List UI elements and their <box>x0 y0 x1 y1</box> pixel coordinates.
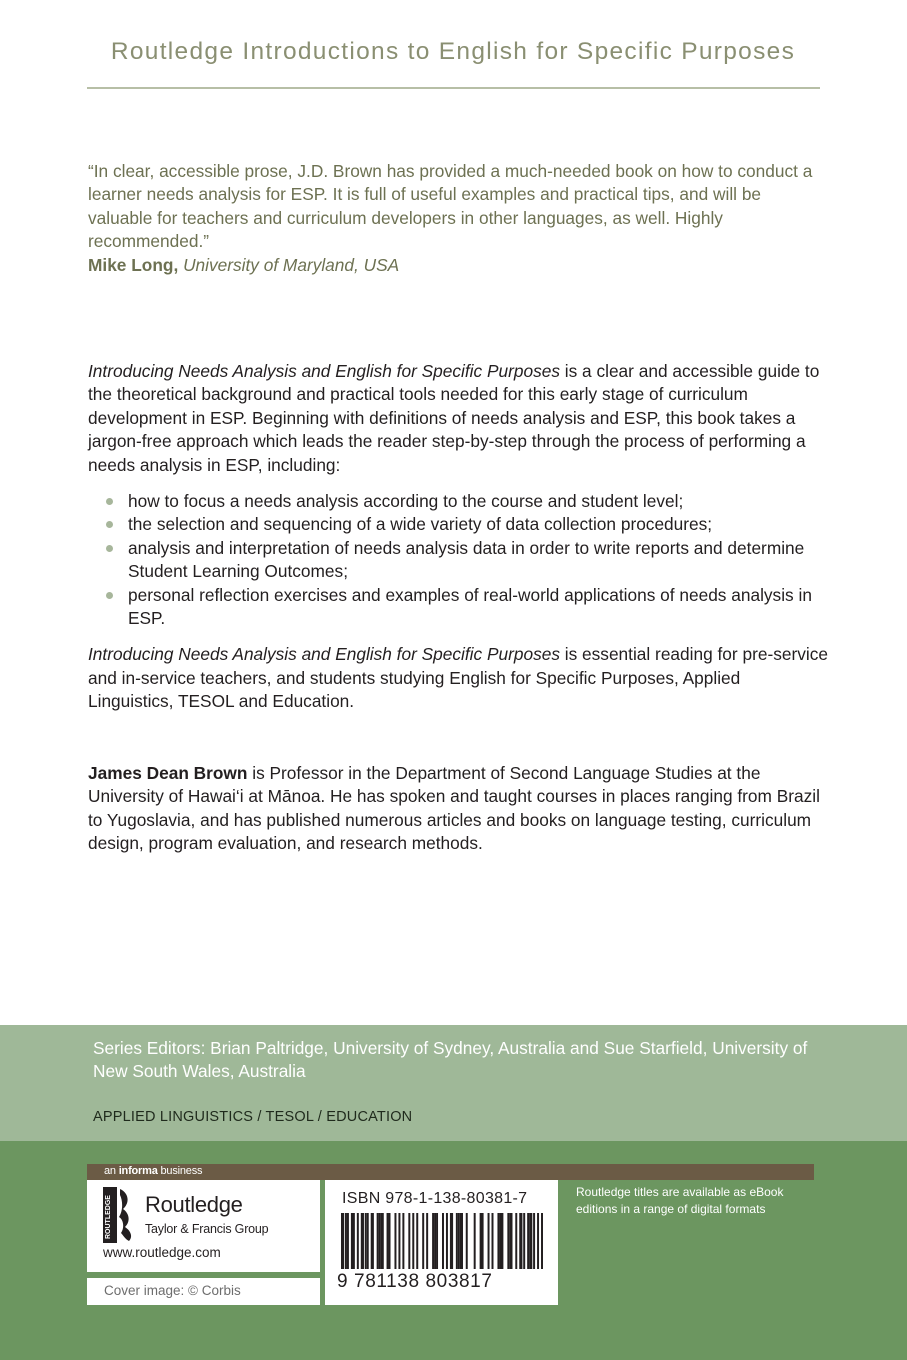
subject-categories: APPLIED LINGUISTICS / TESOL / EDUCATION <box>93 1109 413 1125</box>
barcode-bar <box>488 1213 490 1269</box>
publisher-url: www.routledge.com <box>103 1245 221 1260</box>
description-intro <box>88 360 828 477</box>
bullet-dot <box>106 521 113 528</box>
book-title-italic: Introducing Needs Analysis and English for Specific Purposes <box>88 644 560 665</box>
bullet-dot <box>106 592 113 599</box>
barcode-bar <box>408 1213 410 1269</box>
barcode-bar <box>507 1213 509 1269</box>
barcode-bar <box>434 1213 436 1269</box>
informa-label <box>104 1165 202 1177</box>
list-item-text: how to focus a needs analysis according to the course and student level; <box>128 491 684 512</box>
barcode-bar <box>381 1213 384 1269</box>
quote-affiliation: University of Maryland, USA <box>183 254 400 275</box>
bullet-dot <box>106 545 113 552</box>
barcode-bar <box>537 1213 539 1269</box>
informa-suffix: business <box>157 1165 203 1177</box>
list-item-text: analysis and interpretation of needs analysis data in order to write reports and determine Student Learning Outcomes; <box>128 537 805 582</box>
barcode-bar <box>426 1213 428 1269</box>
barcode-bar <box>541 1213 543 1269</box>
barcode-bar <box>365 1213 367 1269</box>
barcode-bar <box>394 1213 396 1269</box>
series-editors: Series Editors: Brian Paltridge, University of Sydney, Australia and Sue Starfield, University of New South Wales, Australia <box>93 1038 808 1082</box>
ebook-note: Routledge titles are available as eBook editions in a range of digital formats <box>576 1185 784 1216</box>
quote-attribution <box>88 254 823 277</box>
feature-list <box>88 490 828 630</box>
barcode-bar <box>482 1213 484 1269</box>
barcode-bar <box>529 1213 532 1269</box>
description-closing <box>88 643 828 713</box>
intro-text: is a clear and accessible guide to the theoretical background and practical tools needed for this early stage of curriculum development in ESP. Beginning with definitions of needs analysis and ESP, this book takes a jargon-free approach which leads the reader step-by-step through the process of performing a needs analysis in ESP, including: <box>88 361 820 475</box>
barcode-bar <box>519 1213 522 1269</box>
cover-credit: Cover image: © Corbis <box>104 1283 241 1298</box>
informa-bold: informa <box>118 1165 158 1177</box>
logo-spine-text: ROUTLEDGE <box>105 1195 112 1239</box>
list-item <box>88 584 828 631</box>
barcode-bar <box>389 1213 391 1269</box>
barcode-bar <box>412 1213 414 1269</box>
endorsement-quote <box>88 160 823 277</box>
barcode-bar <box>398 1213 400 1269</box>
barcode-bar <box>515 1213 517 1269</box>
barcode-bar <box>527 1213 529 1269</box>
list-item <box>88 513 828 536</box>
barcode-bar <box>466 1213 468 1269</box>
barcode-bar <box>367 1213 369 1269</box>
barcode-bar <box>379 1213 381 1269</box>
barcode-bar <box>353 1213 355 1269</box>
list-item-text: personal reflection exercises and examples of real-world applications of needs analysis in ESP. <box>128 584 812 629</box>
barcode-bar <box>492 1213 494 1269</box>
barcode-bar <box>456 1213 458 1269</box>
book-title-italic: Introducing Needs Analysis and English for Specific Purposes <box>88 361 560 381</box>
barcode-bar <box>357 1213 359 1269</box>
barcode-bar <box>436 1213 438 1269</box>
book-description <box>88 360 828 714</box>
barcode-bar <box>474 1213 476 1269</box>
isbn-label: ISBN 978-1-138-80381-7 <box>342 1190 528 1207</box>
header-rule <box>87 87 820 89</box>
barcode-bar <box>458 1213 460 1269</box>
quote-author: Mike Long, <box>88 254 179 275</box>
barcode-bar <box>442 1213 444 1269</box>
bullet-dot <box>106 498 113 505</box>
barcode-bar <box>533 1213 535 1269</box>
list-item <box>88 490 828 513</box>
publisher-group: Taylor & Francis Group <box>145 1222 269 1236</box>
barcode-bar <box>377 1213 379 1269</box>
quote-text: “In clear, accessible prose, J.D. Brown has provided a much-needed book on how to conduct a learner needs analysis for ESP. It is full of useful examples and practical tips, and will be valuable for teachers and curriculum developers in other languages, as well. Highly recommended.” <box>88 161 813 252</box>
list-item-text: the selection and sequencing of a wide variety of data collection procedures; <box>128 514 713 535</box>
closing-text: is essential reading for pre-service and in-service teachers, and students studying English for Specific Purposes, Applied Linguistics, TESOL and Education. <box>88 644 828 712</box>
barcode-digits: 9 781138 803817 <box>337 1271 493 1292</box>
barcode-bar <box>422 1213 424 1269</box>
barcode-bar <box>341 1213 344 1269</box>
barcode-bar <box>347 1213 349 1269</box>
barcode-bar <box>387 1213 389 1269</box>
barcode-bar <box>446 1213 448 1269</box>
publisher-name: Routledge <box>145 1192 243 1217</box>
barcode-bar <box>416 1213 418 1269</box>
barcode-bar <box>509 1213 512 1269</box>
barcode-bar <box>497 1213 499 1269</box>
barcode-bar <box>432 1213 434 1269</box>
barcode-bar <box>371 1213 374 1269</box>
informa-prefix: an <box>104 1165 119 1177</box>
author-name: James Dean Brown <box>88 763 248 783</box>
barcode-bar <box>501 1213 503 1269</box>
barcode-bar <box>345 1213 347 1269</box>
list-item <box>88 537 828 584</box>
barcode-bar <box>460 1213 463 1269</box>
routledge-logo-icon <box>103 1187 135 1243</box>
author-bio-text <box>88 762 828 856</box>
barcode-bar <box>450 1213 453 1269</box>
barcode-bar <box>361 1213 364 1269</box>
barcode-bar <box>402 1213 404 1269</box>
author-bio <box>88 762 828 856</box>
author-bio-body: is Professor in the Department of Second Language Studies at the University of Hawai‘i at Mānoa. He has spoken and taught courses in places ranging from Brazil to Yugoslavia, and has published numerous articles and books on language testing, curriculum design, program evaluation, and research methods. <box>88 763 820 854</box>
series-title: Routledge Introductions to English for Specific Purposes <box>110 38 796 65</box>
barcode-bar <box>523 1213 525 1269</box>
